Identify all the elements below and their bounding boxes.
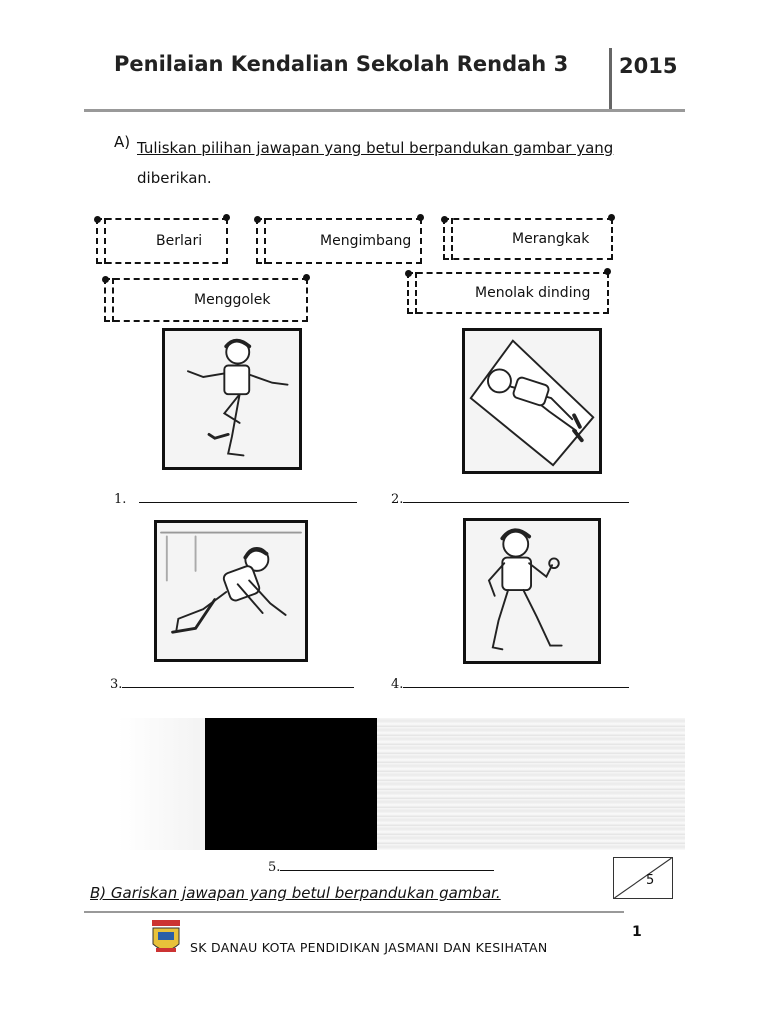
instruction-line-1: Tuliskan pilihan jawapan yang betul berpandukan gambar yang — [137, 139, 614, 157]
instruction-line-2: diberikan. — [137, 169, 212, 187]
answer-number: 4. — [391, 677, 404, 692]
picture-running — [463, 518, 601, 664]
answer-number: 5. — [268, 860, 281, 875]
choice-menolak-dinding — [407, 272, 609, 314]
score-total: 5 — [646, 873, 655, 888]
header-year: 2015 — [619, 54, 678, 78]
footer-text: SK DANAU KOTA PENDIDIKAN JASMANI DAN KESIHATAN — [190, 940, 548, 955]
choice-label: Merangkak — [512, 231, 590, 247]
picture-crawling — [154, 520, 308, 662]
page-title: Penilaian Kendalian Sekolah Rendah 3 — [114, 52, 569, 76]
answer-4-line[interactable] — [403, 677, 629, 688]
choice-label: Berlari — [156, 233, 203, 249]
crawling-child-illustration — [157, 523, 305, 659]
scan-band-edge — [118, 718, 205, 850]
choice-label: Mengimbang — [320, 233, 412, 249]
page-number: 1 — [632, 924, 642, 940]
section-a-letter: A) — [114, 133, 131, 151]
answer-2-line[interactable] — [403, 492, 629, 503]
running-child-illustration — [466, 521, 598, 661]
choice-merangkak — [443, 218, 613, 260]
section-a-instruction — [137, 133, 657, 193]
answer-1-line[interactable] — [139, 492, 357, 503]
rolling-child-illustration — [465, 331, 599, 471]
scan-band-dark — [205, 718, 377, 850]
answer-number: 2. — [391, 492, 404, 507]
footer-rule — [84, 911, 624, 913]
picture-balancing — [162, 328, 302, 470]
score-diagonal — [614, 858, 672, 898]
answer-3-line[interactable] — [122, 677, 354, 688]
choice-berlari — [96, 218, 228, 264]
scan-band-light — [377, 718, 685, 850]
answer-5-line[interactable] — [280, 860, 494, 871]
header-divider — [609, 48, 612, 110]
section-b-instruction: B) Gariskan jawapan yang betul berpandukan gambar. — [90, 884, 501, 902]
answer-1 — [114, 492, 357, 507]
score-box — [613, 857, 673, 899]
answer-2 — [391, 492, 629, 507]
answer-5 — [268, 860, 494, 875]
picture-rolling — [462, 328, 602, 474]
school-logo-icon — [150, 918, 182, 956]
choice-label: Menolak dinding — [475, 285, 591, 301]
answer-3 — [110, 677, 354, 692]
answer-4 — [391, 677, 629, 692]
answer-number: 3. — [110, 677, 123, 692]
choice-label: Menggolek — [194, 292, 271, 308]
choice-mengimbang — [256, 218, 422, 264]
choice-menggolek — [104, 278, 308, 322]
header-rule — [84, 109, 685, 112]
answer-number: 1. — [114, 492, 127, 507]
balancing-child-illustration — [165, 331, 299, 467]
